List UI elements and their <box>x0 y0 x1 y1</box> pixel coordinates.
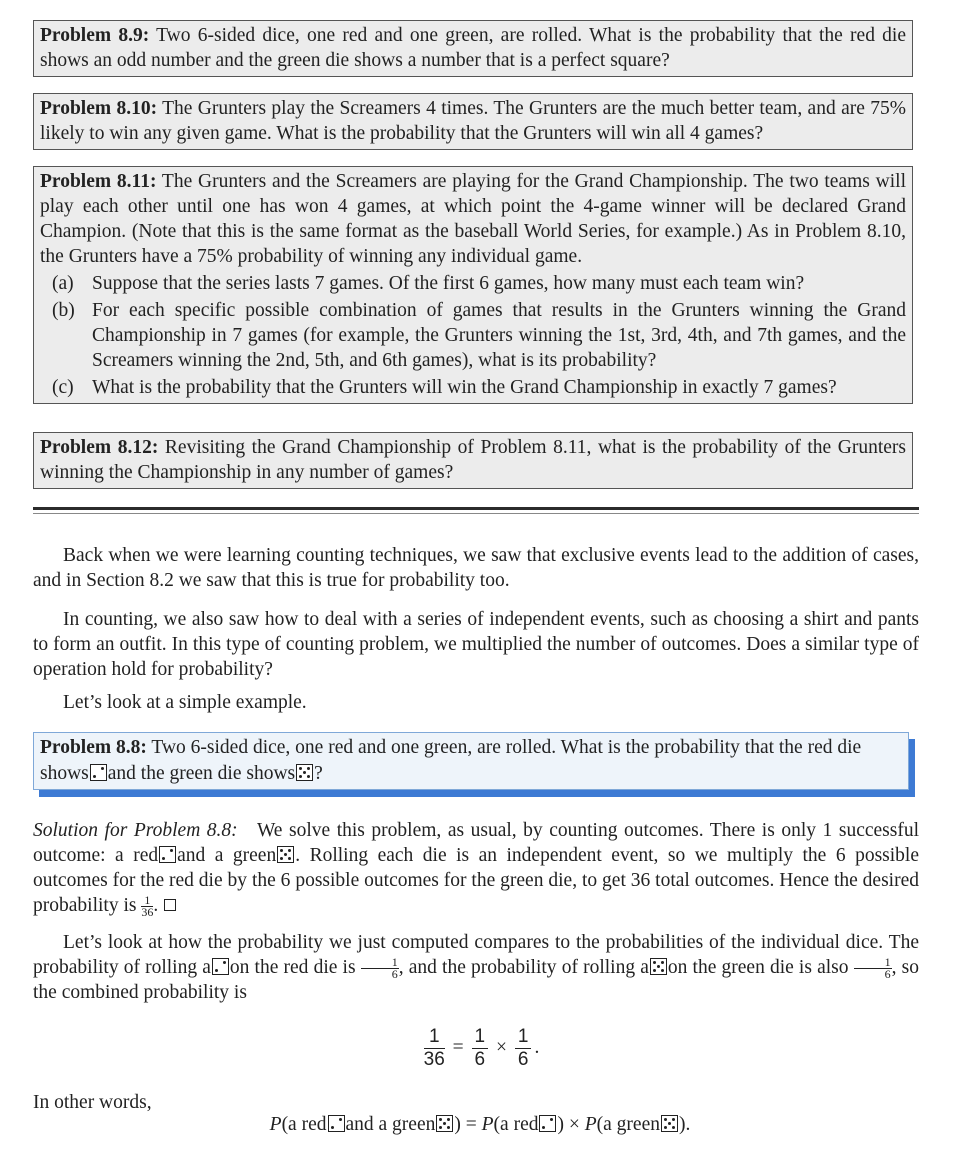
die-pip <box>439 1126 442 1129</box>
fraction-denominator: 6 <box>517 1049 529 1070</box>
sub-part-b <box>40 298 906 373</box>
sub-part-c <box>40 375 906 400</box>
die-pip <box>215 969 218 972</box>
problem-label: Problem 8.10: <box>40 98 158 119</box>
die-two-icon <box>159 846 176 863</box>
paragraph-text: , so the combined probability is <box>33 957 920 1004</box>
comparison-paragraph <box>33 930 919 1005</box>
die-pip <box>672 1126 675 1129</box>
die-pip <box>657 965 660 968</box>
problem-8-8-box <box>33 732 909 790</box>
solution-text: . <box>153 895 159 916</box>
die-pip <box>299 775 302 778</box>
die-pip <box>439 1118 442 1121</box>
problem-8-9-box <box>33 20 913 77</box>
sub-part-text: For each specific possible combination of games that results in the Grunters winning the Grand Championship in 7 games (for example, the Grunters winning the 1st, 3rd, 4th, and 7th games, and the Screamers winning the 2nd, 5th, and 6th games), what is its probability? <box>92 300 906 371</box>
fraction-numerator: 1 <box>361 957 399 969</box>
die-pip <box>443 1122 446 1125</box>
problem-text: The Grunters and the Screamers are playing for the Grand Championship. The two teams will play each other until one has won 4 games, at which point the 4-game winner will be declared Grand Champion. (Note that this is the same format as the baseball World Series, for example.) As in Problem 8.10, the Grunters have a 75% probability of winning any individual game. <box>40 171 907 267</box>
paragraph: In other words, <box>33 1092 152 1113</box>
paragraph-text: on the red die is <box>229 957 356 978</box>
problem-text: ? <box>314 763 323 784</box>
die-two-icon <box>90 764 107 781</box>
fraction-denominator: 6 <box>391 967 398 982</box>
fraction-denominator: 36 <box>423 1049 445 1070</box>
die-pip <box>664 1118 667 1121</box>
die-two-icon <box>212 958 229 975</box>
die-pip <box>653 969 656 972</box>
problem-8-11-box <box>33 166 913 404</box>
die-pip <box>339 1118 342 1121</box>
die-pip <box>447 1118 450 1121</box>
paragraph: Let’s look at a simple example. <box>63 692 307 713</box>
die-five-icon <box>436 1115 453 1132</box>
problem-label: Problem 8.12: <box>40 437 159 458</box>
eq-text: (a green <box>596 1114 660 1135</box>
paragraph-text: , and the probability of rolling a <box>398 957 649 978</box>
fraction <box>424 1026 445 1071</box>
die-pip <box>331 1126 334 1129</box>
problem-text: Revisiting the Grand Championship of Problem 8.11, what is the probability of the Grunters winning the Championship in any number of games? <box>40 437 907 483</box>
fraction-numerator: 1 <box>141 895 153 907</box>
die-five-icon <box>277 846 294 863</box>
die-pip <box>307 775 310 778</box>
die-pip <box>550 1118 553 1121</box>
eq-text: ) = <box>454 1114 482 1135</box>
solution-paragraph <box>33 818 919 918</box>
fraction-numerator: 1 <box>515 1026 532 1049</box>
die-pip <box>303 771 306 774</box>
eq-text: ). <box>678 1114 691 1135</box>
paragraph: Back when we were learning counting techniques, we saw that exclusive events lead to the addition of cases, and in Section 8.2 we saw that this is true for probability too. <box>33 545 919 591</box>
die-pip <box>299 767 302 770</box>
prob-symbol: P <box>269 1114 282 1135</box>
die-pip <box>288 849 291 852</box>
die-pip <box>284 853 287 856</box>
problem-label: Problem 8.11: <box>40 171 157 192</box>
sub-part-a <box>40 271 906 296</box>
paragraph-text: Let’s look at how the probability we just computed compares to the probabilities of the individual dice. The probability of rolling a <box>33 932 919 978</box>
period: . <box>534 1036 540 1058</box>
die-pip <box>668 1122 671 1125</box>
die-pip <box>101 767 104 770</box>
solution-text: . Rolling each die is an independent event, so we multiply the 6 possible outcomes for the red die by the 6 possible outcomes for the green die, to get 36 total outcomes. Hence the desired probability is <box>33 845 919 916</box>
die-pip <box>653 961 656 964</box>
fraction <box>141 895 153 918</box>
paragraph-text: on the green die is also <box>667 957 849 978</box>
solution-text: We solve this problem, as usual, by counting outcomes. There is only 1 successful outcome: a red <box>33 820 919 866</box>
die-pip <box>223 961 226 964</box>
die-pip <box>672 1118 675 1121</box>
die-pip <box>162 857 165 860</box>
die-five-icon <box>296 764 313 781</box>
eq-text: ) × <box>557 1114 585 1135</box>
die-five-icon <box>661 1115 678 1132</box>
sub-part-text: What is the probability that the Grunters will win the Grand Championship in exactly 7 games? <box>92 377 837 398</box>
sub-part-text: Suppose that the series lasts 7 games. Of the first 6 games, how many must each team win? <box>92 273 805 294</box>
die-pip <box>661 961 664 964</box>
fraction-numerator: 1 <box>854 957 892 969</box>
die-pip <box>93 775 96 778</box>
die-pip <box>664 1126 667 1129</box>
fraction-denominator: 6 <box>884 967 891 982</box>
times-sign: × <box>496 1036 507 1058</box>
section-divider <box>33 507 919 510</box>
solution-label: Solution for Problem 8.8: <box>33 820 238 841</box>
problem-label: Problem 8.9: <box>40 25 150 46</box>
problem-8-12-box <box>33 432 913 489</box>
die-two-icon <box>539 1115 556 1132</box>
prob-symbol: P <box>481 1114 494 1135</box>
die-pip <box>447 1126 450 1129</box>
fraction-denominator: 36 <box>141 905 154 920</box>
die-two-icon <box>328 1115 345 1132</box>
die-pip <box>280 857 283 860</box>
section-divider-thin <box>33 513 919 514</box>
die-five-icon <box>650 958 667 975</box>
fraction <box>515 1026 532 1071</box>
equation-probability <box>0 1114 960 1136</box>
solution-text: and a green <box>177 845 277 866</box>
sub-part-label: (a) <box>52 273 74 294</box>
sub-part-label: (c) <box>52 377 74 398</box>
die-pip <box>170 849 173 852</box>
die-pip <box>661 969 664 972</box>
fraction-denominator: 6 <box>474 1049 486 1070</box>
problem-label: Problem 8.8: <box>40 737 147 758</box>
qed-square-icon <box>164 899 176 911</box>
paragraph: In counting, we also saw how to deal with a series of independent events, such as choosing a shirt and pants to form an outfit. In this type of counting problem, we multiplied the number of outcomes. Does a similar type of operation hold for probability? <box>33 609 919 680</box>
equation-fractions <box>0 1026 960 1071</box>
fraction <box>361 957 399 980</box>
problem-text: The Grunters play the Screamers 4 times. The Grunters are the much better team, and are 75% likely to win any given game. What is the probability that the Grunters will win all 4 games? <box>40 98 906 144</box>
eq-text: and a green <box>345 1114 436 1135</box>
fraction-numerator: 1 <box>472 1026 489 1049</box>
fraction <box>854 957 892 980</box>
die-pip <box>280 849 283 852</box>
equals-sign: = <box>452 1036 464 1058</box>
eq-text: (a red <box>281 1114 327 1135</box>
problem-text: Two 6-sided dice, one red and one green, are rolled. What is the probability that the red die shows <box>40 737 862 784</box>
problem-text: and the green die shows <box>107 763 296 784</box>
prob-symbol: P <box>584 1114 597 1135</box>
die-pip <box>288 857 291 860</box>
eq-text: (a red <box>493 1114 539 1135</box>
fraction-numerator: 1 <box>424 1026 445 1049</box>
sub-part-label: (b) <box>52 300 75 321</box>
die-pip <box>542 1126 545 1129</box>
die-pip <box>307 767 310 770</box>
problem-text: Two 6-sided dice, one red and one green, are rolled. What is the probability that the red die shows an odd number and the green die shows a number that is a perfect square? <box>40 25 906 71</box>
problem-8-10-box <box>33 93 913 150</box>
fraction <box>472 1026 489 1071</box>
